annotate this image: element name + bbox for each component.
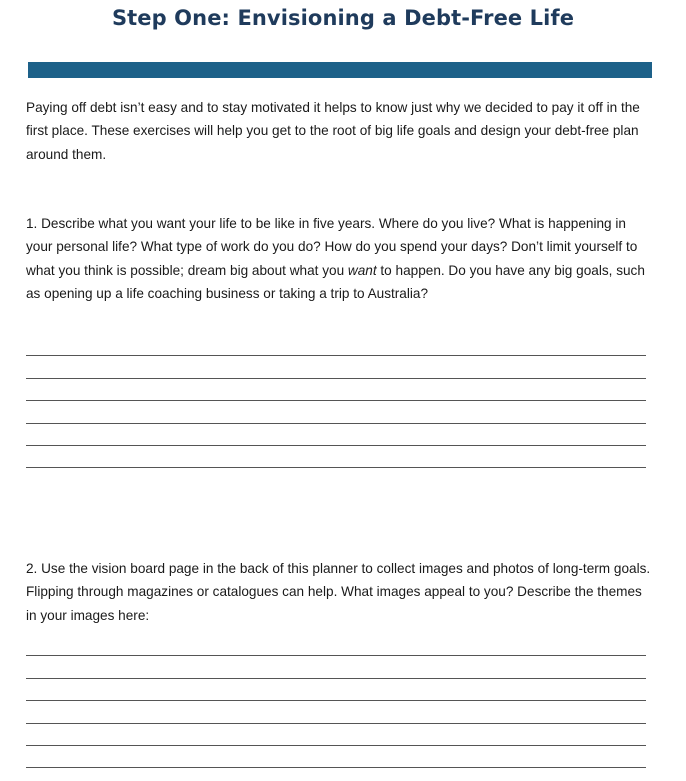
answer-line[interactable] (26, 401, 646, 423)
question-2: 2. Use the vision board page in the back of this planner to collect images and photos of long-term goals. Flipping through magazines or catalogues can help. What images appeal to you? Describe the themes in your images here: (26, 561, 651, 623)
question-1-text-after: to happen. Do you have any big goals, such as opening up a life coaching business or taking a trip to Australia? (26, 262, 645, 301)
answer-line[interactable] (26, 679, 646, 701)
answer-line[interactable] (26, 334, 646, 356)
answer-line[interactable] (26, 746, 646, 768)
answer-lines-question-1 (26, 334, 646, 468)
answer-line[interactable] (26, 446, 646, 468)
answer-line[interactable] (26, 424, 646, 446)
page-title: Step One: Envisioning a Debt-Free Life (111, 6, 575, 30)
answer-lines-question-2 (26, 634, 646, 768)
question-1 (26, 212, 651, 305)
intro-paragraph: Paying off debt isn’t easy and to stay motivated it helps to know just why we decided to pay it off in the first place. These exercises will help you get to the root of big life goals and design your debt-free plan around them. (26, 100, 640, 162)
answer-line[interactable] (26, 356, 646, 378)
question-1-emphasis: want (347, 262, 377, 278)
answer-line[interactable] (26, 634, 646, 656)
answer-line[interactable] (26, 656, 646, 678)
answer-line[interactable] (26, 701, 646, 723)
question-1-text-before: 1. Describe what you want your life to be like in five years. Where do you live? What is happening in your personal life? What type of work do you do? How do you spend your days? Don’t limit yourself to what you think is possible; dream big about what you (26, 216, 638, 278)
title-underline-bar (28, 62, 652, 78)
answer-line[interactable] (26, 379, 646, 401)
answer-line[interactable] (26, 724, 646, 746)
